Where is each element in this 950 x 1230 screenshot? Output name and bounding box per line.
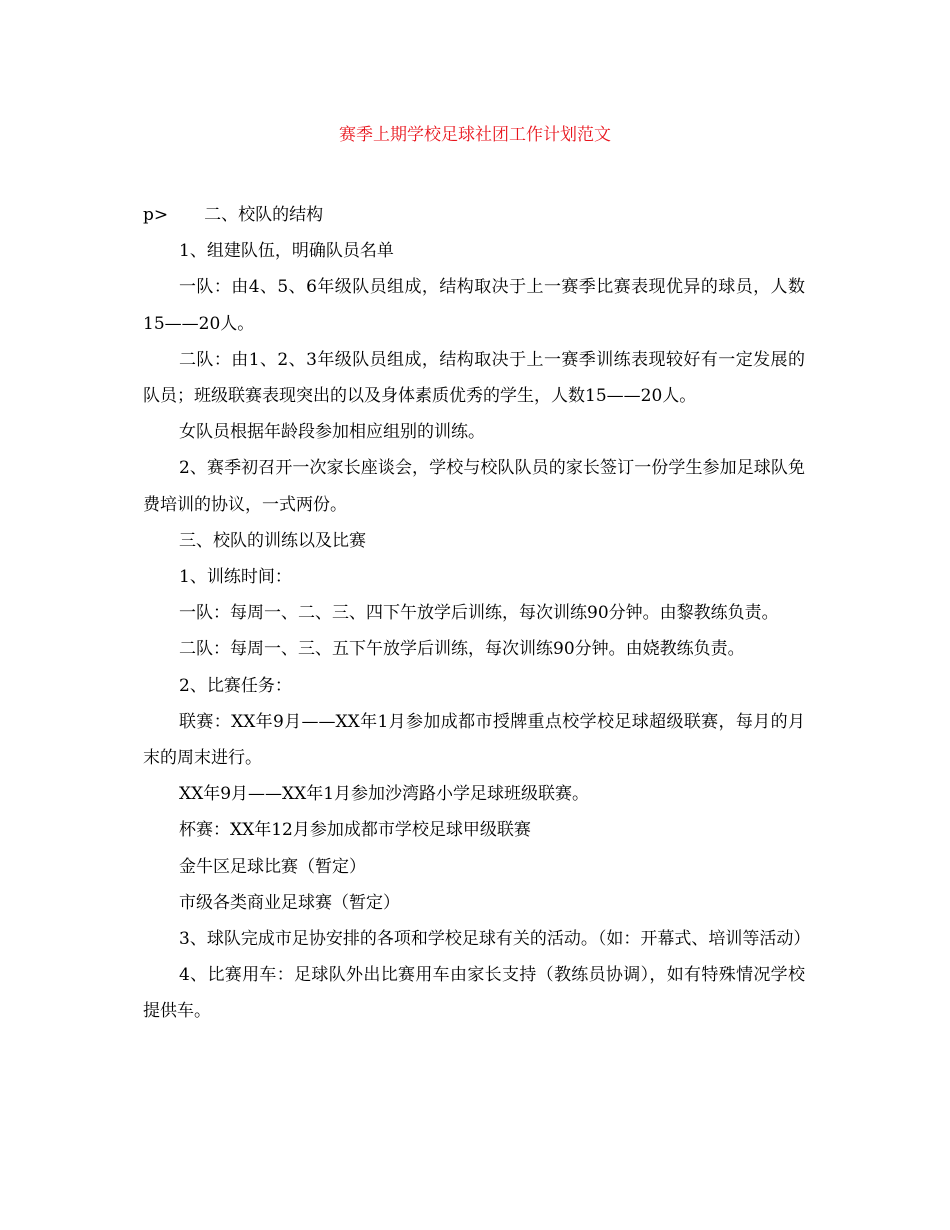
paragraph: 二队：每周一、三、五下午放学后训练，每次训练90分钟。由娆教练负责。 bbox=[179, 639, 745, 660]
document-body bbox=[143, 197, 811, 1030]
paragraph: 一队：每周一、二、三、四下午放学后训练，每次训练90分钟。由黎教练负责。 bbox=[179, 603, 779, 624]
paragraph: XX年9月——XX年1月参加沙湾路小学足球班级联赛。 bbox=[179, 784, 590, 805]
paragraph: 3、球队完成市足协安排的各项和学校足球有关的活动。（如：开幕式、培训等活动） bbox=[179, 929, 811, 950]
document-title: 赛季上期学校足球社团工作计划范文 bbox=[339, 125, 611, 145]
paragraph: 金牛区足球比赛（暂定） bbox=[179, 856, 366, 877]
paragraph: 一队：由4、5、6年级队员组成，结构取决于上一赛季比赛表现优异的球员，人数15——20人。 bbox=[143, 277, 805, 334]
paragraph: 2、赛季初召开一次家长座谈会，学校与校队队员的家长签订一份学生参加足球队免费培训的协议，一式两份。 bbox=[143, 458, 805, 515]
paragraph: 杯赛：XX年12月参加成都市学校足球甲级联赛 bbox=[179, 820, 531, 841]
paragraph: 联赛：XX年9月——XX年1月参加成都市授牌重点校学校足球超级联赛，每月的月末的周末进行。 bbox=[143, 711, 805, 769]
paragraph: 2、比赛任务： bbox=[179, 675, 292, 696]
paragraph: 市级各类商业足球赛（暂定） bbox=[179, 892, 400, 913]
paragraph: 4、比赛用车：足球队外出比赛用车由家长支持（教练员协调），如有特殊情况学校提供车。 bbox=[143, 965, 805, 1022]
section-heading-text: 二、校队的结构 bbox=[204, 205, 324, 225]
stray-prefix: p> bbox=[143, 205, 169, 225]
section-heading-training: 三、校队的训练以及比赛 bbox=[179, 530, 366, 551]
paragraph: 女队员根据年龄段参加相应组别的训练。 bbox=[179, 422, 485, 443]
paragraph: 二队：由1、2、3年级队员组成，结构取决于上一赛季训练表现较好有一定发展的队员；班级联赛表现突出的以及身体素质优秀的学生，人数15——20人。 bbox=[143, 349, 805, 407]
paragraph: 1、训练时间： bbox=[179, 567, 292, 588]
section-heading-structure bbox=[143, 197, 805, 233]
paragraph: 1、组建队伍，明确队员名单 bbox=[179, 241, 394, 262]
